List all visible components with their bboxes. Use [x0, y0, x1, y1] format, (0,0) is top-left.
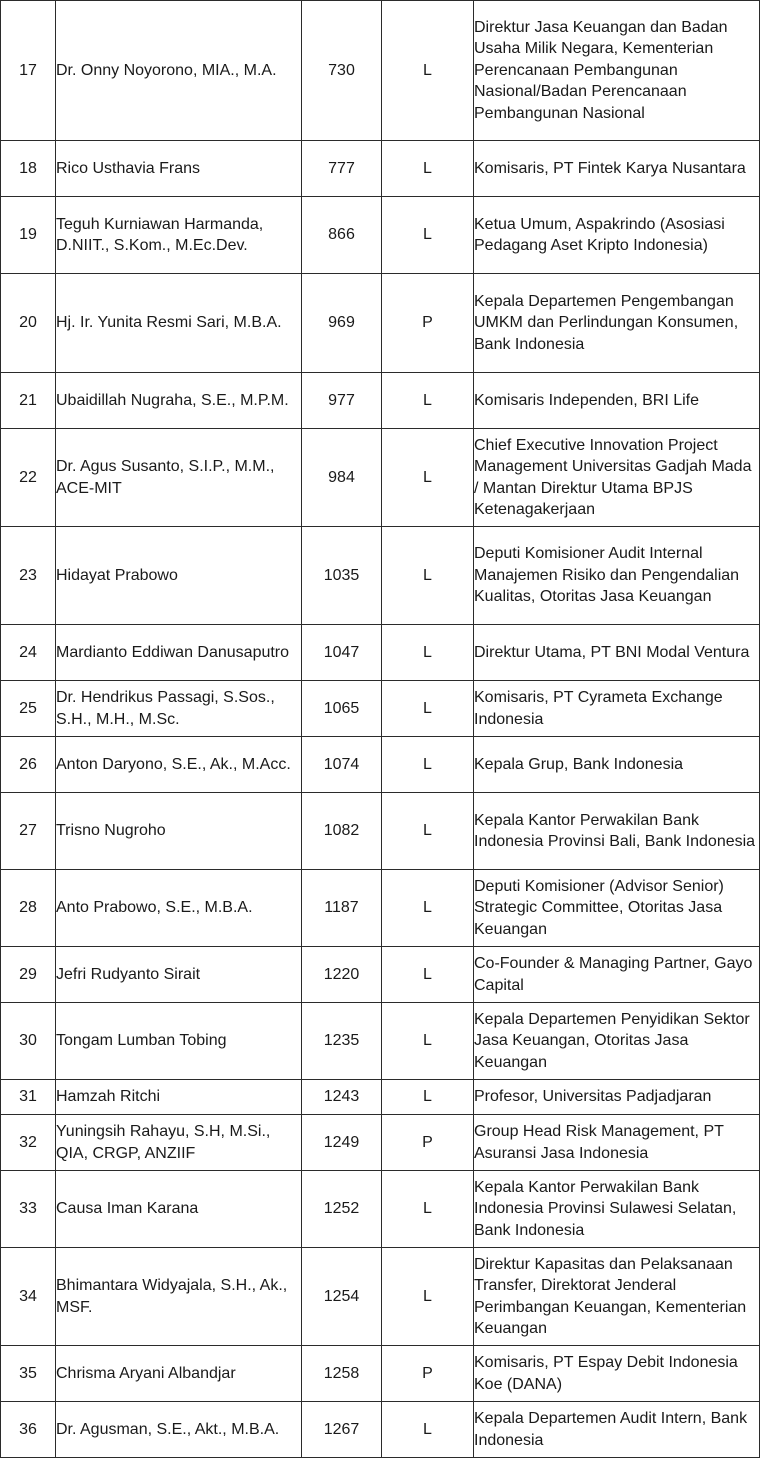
- candidate-name: Anto Prabowo, S.E., M.B.A.: [56, 870, 302, 947]
- row-number: 35: [1, 1346, 56, 1402]
- candidate-gender: L: [382, 681, 474, 737]
- candidate-gender: P: [382, 274, 474, 373]
- table-row: [1, 373, 760, 429]
- candidate-position: Ketua Umum, Aspakrindo (Asosiasi Pedagang Aset Kripto Indonesia): [474, 197, 760, 274]
- table-row: [1, 947, 760, 1003]
- candidate-id: 1187: [302, 870, 382, 947]
- table-row: [1, 737, 760, 793]
- candidate-position: Kepala Kantor Perwakilan Bank Indonesia Provinsi Sulawesi Selatan, Bank Indonesia: [474, 1171, 760, 1248]
- candidate-gender: L: [382, 947, 474, 1003]
- table-row: [1, 625, 760, 681]
- candidate-position: Deputi Komisioner (Advisor Senior) Strategic Committee, Otoritas Jasa Keuangan: [474, 870, 760, 947]
- candidate-name: Hamzah Ritchi: [56, 1080, 302, 1115]
- row-number: 25: [1, 681, 56, 737]
- candidate-id: 1035: [302, 527, 382, 625]
- candidate-name: Dr. Agus Susanto, S.I.P., M.M., ACE-MIT: [56, 429, 302, 527]
- candidate-name: Anton Daryono, S.E., Ak., M.Acc.: [56, 737, 302, 793]
- row-number: 23: [1, 527, 56, 625]
- candidate-name: Mardianto Eddiwan Danusaputro: [56, 625, 302, 681]
- table-row: [1, 681, 760, 737]
- candidate-gender: L: [382, 527, 474, 625]
- table-row: [1, 870, 760, 947]
- candidate-name: Rico Usthavia Frans: [56, 141, 302, 197]
- row-number: 20: [1, 274, 56, 373]
- candidate-id: 1267: [302, 1402, 382, 1458]
- candidate-position: Co-Founder & Managing Partner, Gayo Capital: [474, 947, 760, 1003]
- candidate-id: 1235: [302, 1003, 382, 1080]
- candidate-position: Kepala Departemen Penyidikan Sektor Jasa Keuangan, Otoritas Jasa Keuangan: [474, 1003, 760, 1080]
- candidate-id: 977: [302, 373, 382, 429]
- candidate-id: 1243: [302, 1080, 382, 1115]
- candidate-name: Dr. Agusman, S.E., Akt., M.B.A.: [56, 1402, 302, 1458]
- candidate-position: Direktur Kapasitas dan Pelaksanaan Transfer, Direktorat Jenderal Perimbangan Keuangan, Kementerian Keuangan: [474, 1248, 760, 1346]
- row-number: 30: [1, 1003, 56, 1080]
- candidate-position: Kepala Kantor Perwakilan Bank Indonesia Provinsi Bali, Bank Indonesia: [474, 793, 760, 870]
- candidate-gender: L: [382, 1248, 474, 1346]
- candidate-gender: L: [382, 1003, 474, 1080]
- candidate-name: Bhimantara Widyajala, S.H., Ak., MSF.: [56, 1248, 302, 1346]
- candidate-id: 866: [302, 197, 382, 274]
- table-row: [1, 1171, 760, 1248]
- candidate-id: 1065: [302, 681, 382, 737]
- table-row: [1, 1003, 760, 1080]
- candidate-id: 1082: [302, 793, 382, 870]
- candidate-name: Chrisma Aryani Albandjar: [56, 1346, 302, 1402]
- candidate-gender: L: [382, 1402, 474, 1458]
- row-number: 27: [1, 793, 56, 870]
- candidate-gender: L: [382, 141, 474, 197]
- candidate-id: 1249: [302, 1115, 382, 1171]
- candidate-position: Direktur Utama, PT BNI Modal Ventura: [474, 625, 760, 681]
- row-number: 18: [1, 141, 56, 197]
- table-row: [1, 197, 760, 274]
- candidate-name: Causa Iman Karana: [56, 1171, 302, 1248]
- table-row: [1, 274, 760, 373]
- candidate-id: 1258: [302, 1346, 382, 1402]
- candidate-position: Direktur Jasa Keuangan dan Badan Usaha Milik Negara, Kementerian Perencanaan Pembangunan Nasional/Badan Perencanaan Pembangunan Nasional: [474, 1, 760, 141]
- candidate-gender: L: [382, 793, 474, 870]
- candidate-gender: P: [382, 1346, 474, 1402]
- candidate-name: Hj. Ir. Yunita Resmi Sari, M.B.A.: [56, 274, 302, 373]
- candidate-name: Trisno Nugroho: [56, 793, 302, 870]
- table-row: [1, 1, 760, 141]
- row-number: 28: [1, 870, 56, 947]
- candidate-id: 1074: [302, 737, 382, 793]
- candidate-name: Yuningsih Rahayu, S.H, M.Si., QIA, CRGP, ANZIIF: [56, 1115, 302, 1171]
- candidate-position: Chief Executive Innovation Project Management Universitas Gadjah Mada / Mantan Direktur Utama BPJS Ketenagakerjaan: [474, 429, 760, 527]
- row-number: 31: [1, 1080, 56, 1115]
- table-row: [1, 1248, 760, 1346]
- candidate-id: 1252: [302, 1171, 382, 1248]
- table-row: [1, 141, 760, 197]
- candidate-id: 1047: [302, 625, 382, 681]
- row-number: 21: [1, 373, 56, 429]
- candidate-gender: L: [382, 1080, 474, 1115]
- candidate-position: Deputi Komisioner Audit Internal Manajemen Risiko dan Pengendalian Kualitas, Otoritas Jasa Keuangan: [474, 527, 760, 625]
- candidate-position: Komisaris Independen, BRI Life: [474, 373, 760, 429]
- table-row: [1, 1402, 760, 1458]
- candidate-name: Jefri Rudyanto Sirait: [56, 947, 302, 1003]
- candidate-gender: L: [382, 1171, 474, 1248]
- candidate-name: Dr. Hendrikus Passagi, S.Sos., S.H., M.H., M.Sc.: [56, 681, 302, 737]
- candidate-gender: L: [382, 737, 474, 793]
- candidate-name: Ubaidillah Nugraha, S.E., M.P.M.: [56, 373, 302, 429]
- row-number: 17: [1, 1, 56, 141]
- table-row: [1, 1346, 760, 1402]
- candidate-id: 1220: [302, 947, 382, 1003]
- table-row: [1, 527, 760, 625]
- candidate-gender: L: [382, 373, 474, 429]
- candidate-gender: P: [382, 1115, 474, 1171]
- candidate-id: 984: [302, 429, 382, 527]
- row-number: 19: [1, 197, 56, 274]
- candidate-position: Kepala Departemen Pengembangan UMKM dan Perlindungan Konsumen, Bank Indonesia: [474, 274, 760, 373]
- candidate-position: Komisaris, PT Fintek Karya Nusantara: [474, 141, 760, 197]
- row-number: 33: [1, 1171, 56, 1248]
- candidate-name: Teguh Kurniawan Harmanda, D.NIIT., S.Kom., M.Ec.Dev.: [56, 197, 302, 274]
- table-row: [1, 1080, 760, 1115]
- candidate-gender: L: [382, 870, 474, 947]
- candidate-position: Group Head Risk Management, PT Asuransi Jasa Indonesia: [474, 1115, 760, 1171]
- row-number: 29: [1, 947, 56, 1003]
- candidate-gender: L: [382, 1, 474, 141]
- row-number: 34: [1, 1248, 56, 1346]
- row-number: 24: [1, 625, 56, 681]
- candidate-position: Komisaris, PT Espay Debit Indonesia Koe (DANA): [474, 1346, 760, 1402]
- candidate-position: Profesor, Universitas Padjadjaran: [474, 1080, 760, 1115]
- candidate-id: 1254: [302, 1248, 382, 1346]
- candidate-gender: L: [382, 197, 474, 274]
- table-row: [1, 1115, 760, 1171]
- candidate-position: Kepala Departemen Audit Intern, Bank Indonesia: [474, 1402, 760, 1458]
- row-number: 36: [1, 1402, 56, 1458]
- row-number: 32: [1, 1115, 56, 1171]
- table-row: [1, 429, 760, 527]
- candidate-name: Tongam Lumban Tobing: [56, 1003, 302, 1080]
- candidate-name: Dr. Onny Noyorono, MIA., M.A.: [56, 1, 302, 141]
- candidate-gender: L: [382, 429, 474, 527]
- candidate-position: Kepala Grup, Bank Indonesia: [474, 737, 760, 793]
- candidate-id: 730: [302, 1, 382, 141]
- candidate-name: Hidayat Prabowo: [56, 527, 302, 625]
- candidate-id: 969: [302, 274, 382, 373]
- row-number: 22: [1, 429, 56, 527]
- candidate-id: 777: [302, 141, 382, 197]
- table-row: [1, 793, 760, 870]
- candidate-gender: L: [382, 625, 474, 681]
- candidate-position: Komisaris, PT Cyrameta Exchange Indonesia: [474, 681, 760, 737]
- row-number: 26: [1, 737, 56, 793]
